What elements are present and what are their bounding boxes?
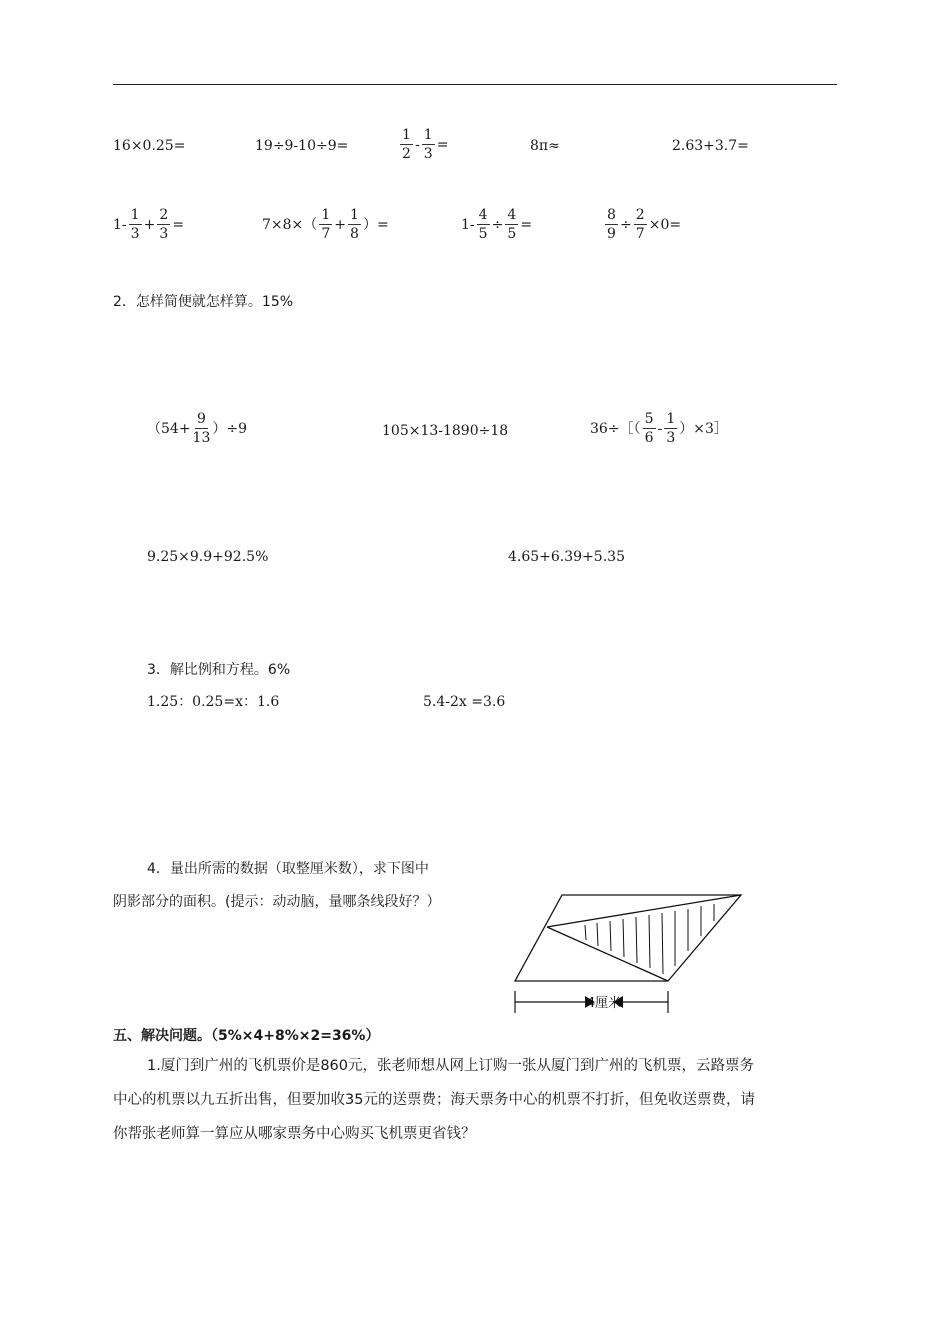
calc-36-div: 36÷［（ $\frac{5}{6}$ - $\frac{1}{3}$ ）×3］ xyxy=(590,411,728,446)
section-2-title: 2．怎样简便就怎样算。15% xyxy=(113,294,294,310)
parallelogram-outline xyxy=(515,895,741,981)
header-rule xyxy=(113,84,837,85)
expr-text: 2.63+3.7= xyxy=(672,138,749,154)
fraction: $\frac{2}{3}$ xyxy=(157,208,170,242)
calc-7x8-paren: 7×8×（ $\frac{1}{7}$ + $\frac{1}{8}$ ）= xyxy=(262,207,389,242)
calc-105x13: 105×13-1890÷18 xyxy=(382,423,509,439)
figure-label: 4厘米 xyxy=(586,996,622,1011)
calc-465-sum: 4.65+6.39+5.35 xyxy=(508,549,625,565)
calc-1-minus-45: 1- $\frac{4}{5}$ ÷ $\frac{4}{5}$ = xyxy=(461,207,533,242)
shading-hatch xyxy=(585,904,714,974)
parallelogram-figure xyxy=(505,888,755,1020)
expr-text: 8π≈ xyxy=(530,138,560,154)
section-4-line1: 4．量出所需的数据（取整厘米数），求下图中 xyxy=(147,861,429,877)
fraction: $\frac{1}{3}$ xyxy=(129,208,142,242)
diagonal-top xyxy=(547,895,741,927)
calc-1-minus-third: 1- $\frac{1}{3}$ + $\frac{2}{3}$ = xyxy=(113,207,185,242)
fraction: $\frac{5}{6}$ xyxy=(643,412,656,446)
section-3-title: 3．解比例和方程。6% xyxy=(147,662,291,678)
linear-equation: 5.4-2x =3.6 xyxy=(423,694,506,710)
fraction: $\frac{4}{5}$ xyxy=(477,208,490,242)
calc-89-div-27: $\frac{8}{9}$ ÷ $\frac{2}{7}$ ×0= xyxy=(603,208,681,242)
fraction: $\frac{1}{3}$ xyxy=(422,128,435,162)
fraction: $\frac{1}{3}$ xyxy=(664,412,677,446)
fraction: $\frac{1}{8}$ xyxy=(348,208,361,242)
operator: - xyxy=(415,137,420,153)
fraction: $\frac{8}{9}$ xyxy=(605,208,618,242)
section-5-heading: 五、解决问题。（5%×4+8%×2=36%） xyxy=(113,1028,380,1044)
equals: = xyxy=(436,137,449,153)
question-1-line1: 1.厦门到广州的飞机票价是860元，张老师想从网上订购一张从厦门到广州的飞机票，云路票务 xyxy=(147,1058,755,1074)
calc-925x99: 9.25×9.9+92.5% xyxy=(147,549,269,565)
fraction: $\frac{4}{5}$ xyxy=(505,208,518,242)
calc-263-plus-37 xyxy=(672,137,749,155)
fraction: $\frac{2}{7}$ xyxy=(634,208,647,242)
question-1-line2: 中心的机票以九五折出售，但要加收35元的送票费；海天票务中心的机票不打折，但免收送票费，请 xyxy=(113,1092,755,1108)
calc-half-minus-third xyxy=(398,128,448,162)
section-4-line2: 阴影部分的面积。(提示：动动脑，量哪条线段好？） xyxy=(113,894,441,910)
calc-54-plus: （54+ $\frac{9}{13}$ ）÷9 xyxy=(147,411,248,446)
proportion-equation: 1.25：0.25=x：1.6 xyxy=(147,694,280,710)
calc-16x025 xyxy=(113,137,185,155)
fraction: $\frac{1}{2}$ xyxy=(400,128,413,162)
fraction: $\frac{1}{7}$ xyxy=(319,208,332,242)
fraction: $\frac{9}{13}$ xyxy=(192,411,211,446)
question-1-line3: 你帮张老师算一算应从哪家票务中心购买飞机票更省钱？ xyxy=(113,1126,476,1142)
calc-8pi xyxy=(530,137,560,155)
expr-text: 16×0.25= xyxy=(113,138,186,154)
expr-text: 19÷9-10÷9= xyxy=(255,138,349,154)
calc-19div9 xyxy=(255,137,348,155)
